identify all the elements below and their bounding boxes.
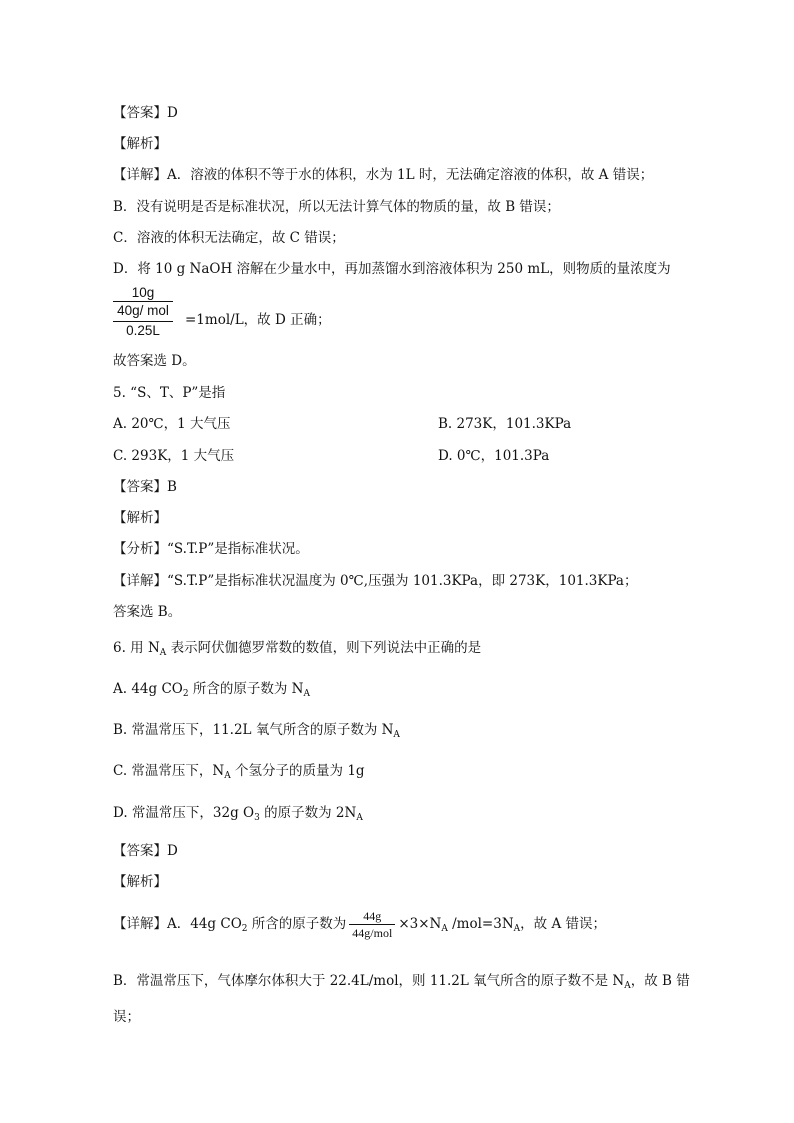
q4-frac-denominator: 0.25L bbox=[126, 323, 160, 338]
q4-conclusion: 故答案选 D。 bbox=[113, 353, 196, 369]
q5-conclusion: 答案选 B。 bbox=[113, 604, 182, 620]
q6-option-d: D. 常温常压下，32g $O_3$ 的原子数为 $2N_A$ bbox=[113, 805, 363, 823]
q4-analysis-heading: 【解析】 bbox=[113, 136, 167, 152]
q5-stem: 5. “S、T、P”是指 bbox=[113, 385, 226, 401]
q6-option-b: B. 常温常压下，11.2L 氧气所含的原子数为 $N_A$ bbox=[113, 722, 400, 740]
q6-analysis-heading: 【解析】 bbox=[113, 874, 167, 890]
q5-fenxi: 【分析】“S.T.P”是指标准状况。 bbox=[113, 541, 309, 557]
q4-frac-middle: 40g/ mol bbox=[117, 303, 169, 318]
q6-detail-b-continued: 误； bbox=[113, 1009, 140, 1025]
q6-detail-b: B．常温常压下，气体摩尔体积大于 22.4L/mol，则 11.2L 氧气所含的原子数不是 $N_A$，故 B 错 bbox=[113, 973, 690, 991]
q5-option-b: B. 273K，101.3KPa bbox=[438, 416, 572, 432]
q4-detail-c: C．溶液的体积无法确定，故 C 错误； bbox=[113, 230, 345, 246]
q4-answer: 【答案】D bbox=[113, 105, 178, 121]
q6-option-c: C. 常温常压下，$N_A$ 个氢分子的质量为 1g bbox=[113, 763, 365, 781]
q5-option-d: D. 0℃，101.3Pa bbox=[438, 448, 550, 464]
q6-detail-a: 【详解】A．44g $CO_2$ 所含的原子数为 $\frac{44g}{\text{44g/mol}}$ $\times 3\times N_A$ $/mol=3N_A$，故 A 错误； bbox=[113, 909, 606, 940]
q5-detail: 【详解】“S.T.P”是指标准状况温度为 0℃,压强为 101.3KPa，即 273K，101.3KPa； bbox=[113, 573, 638, 589]
q6-answer: 【答案】D bbox=[113, 843, 178, 859]
q6-option-a: A. 44g $CO_2$ 所含的原子数为 $N_A$ bbox=[113, 681, 310, 699]
q4-frac-result: =1mol/L，故 D 正确； bbox=[185, 312, 331, 328]
q4-fraction-expression bbox=[113, 284, 331, 339]
q4-detail-a: 【详解】A．溶液的体积不等于水的体积，水为 1L 时，无法确定溶液的体积，故 A 错误； bbox=[113, 167, 654, 183]
q6-detail-fraction: $\frac{44g}{\text{44g/mol}}$ bbox=[349, 908, 395, 941]
q4-detail-b: B．没有说明是否是标准状况，所以无法计算气体的物质的量，故 B 错误； bbox=[113, 199, 560, 215]
q5-option-c: C. 293K，1 大气压 bbox=[113, 448, 235, 464]
q4-detail-d: D．将 10 g NaOH 溶解在少量水中，再加蒸馏水到溶液体积为 250 mL，则物质的量浓度为 bbox=[113, 261, 671, 277]
q6-stem: 6. 用 $N_A$ 表示阿伏伽德罗常数的数值，则下列说法中正确的是 bbox=[113, 640, 482, 658]
q5-analysis-heading: 【解析】 bbox=[113, 510, 167, 526]
q5-option-a: A. 20℃，1 大气压 bbox=[113, 416, 231, 432]
q4-frac-numerator: 10g bbox=[131, 285, 155, 300]
q5-answer: 【答案】B bbox=[113, 479, 177, 495]
